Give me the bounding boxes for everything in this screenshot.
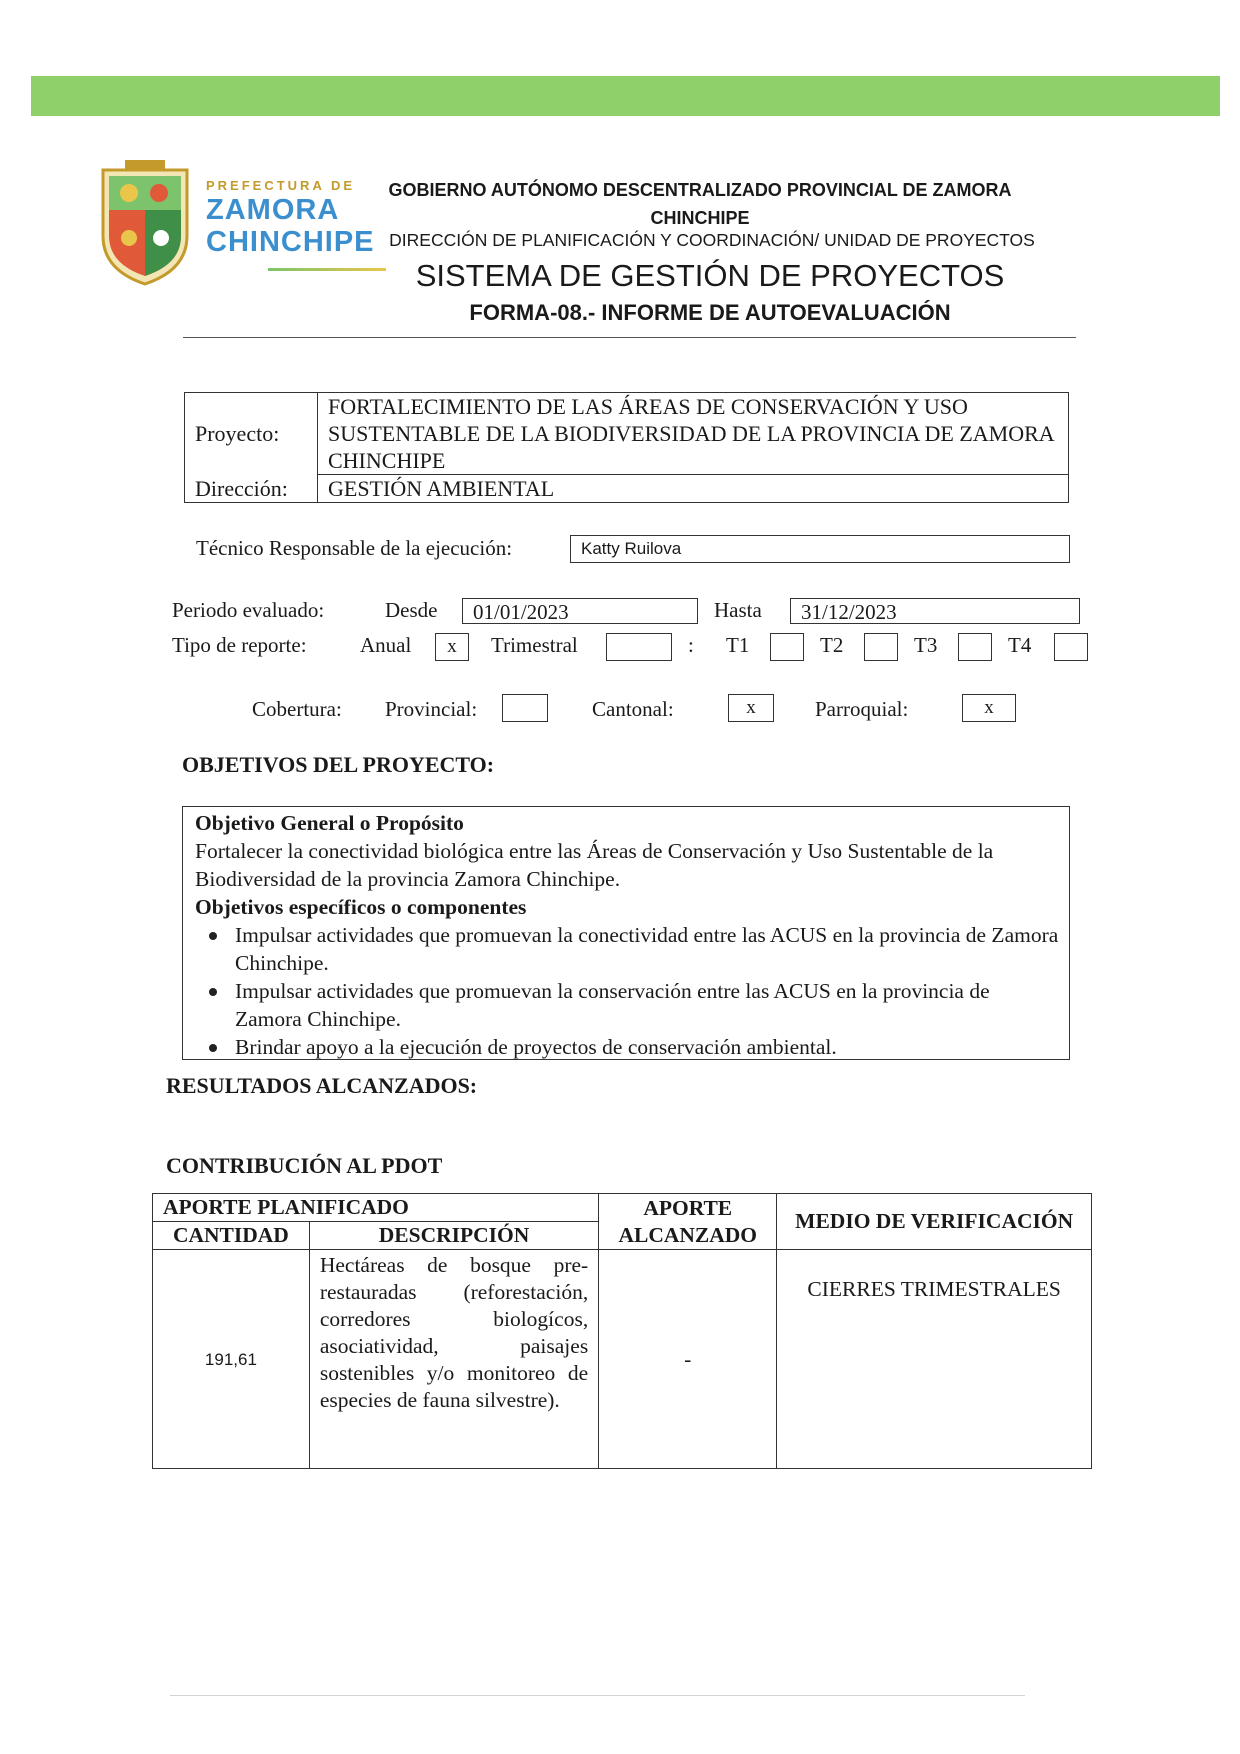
specific-objectives-title: Objetivos específicos o componentes bbox=[195, 895, 527, 919]
report-t2-label: T2 bbox=[820, 633, 844, 657]
report-t1-checkbox[interactable] bbox=[770, 633, 804, 661]
coverage-parroquial-label: Parroquial: bbox=[815, 697, 909, 721]
project-label: Proyecto: bbox=[185, 393, 318, 475]
coverage-cantonal-checkbox[interactable]: x bbox=[728, 694, 774, 722]
top-green-bar bbox=[31, 76, 1220, 116]
direction-subtitle: DIRECCIÓN DE PLANIFICACIÓN Y COORDINACIÓN/ UNIDAD DE PROYECTOS bbox=[389, 230, 1035, 250]
report-anual-label: Anual bbox=[360, 633, 412, 657]
verification-header: MEDIO DE VERIFICACIÓN bbox=[777, 1194, 1092, 1250]
general-objective-title: Objetivo General o Propósito bbox=[195, 811, 464, 835]
brand-underline bbox=[268, 268, 386, 271]
tech-label: Técnico Responsable de la ejecución: bbox=[196, 536, 513, 560]
direction-value: GESTIÓN AMBIENTAL bbox=[318, 475, 1069, 503]
objectives-title: OBJETIVOS DEL PROYECTO: bbox=[182, 752, 495, 777]
achieved-cell: - bbox=[599, 1250, 777, 1469]
period-from-field: 01/01/2023 bbox=[462, 598, 698, 624]
table-row bbox=[153, 1250, 1092, 1469]
report-t4-checkbox[interactable] bbox=[1054, 633, 1088, 661]
description-cell: Hectáreas de bosque pre-restauradas (reforestación, corredores biologícos, asociatividad, paisajes sostenibles y/o monitoreo de especies de fauna silvestre). bbox=[309, 1250, 598, 1469]
direction-label: Dirección: bbox=[185, 475, 318, 503]
footer-divider bbox=[170, 1695, 1025, 1696]
brand-line-2: CHINCHIPE bbox=[206, 226, 375, 258]
report-trimestral-label: Trimestral bbox=[491, 633, 578, 657]
report-t3-checkbox[interactable] bbox=[958, 633, 992, 661]
tech-field: Katty Ruilova bbox=[570, 535, 1070, 563]
report-t1-label: T1 bbox=[726, 633, 750, 657]
report-t3-label: T3 bbox=[914, 633, 938, 657]
report-type-label: Tipo de reporte: bbox=[172, 633, 307, 657]
period-from-label: Desde bbox=[385, 598, 438, 622]
quantity-header: CANTIDAD bbox=[153, 1222, 310, 1250]
verification-cell: CIERRES TRIMESTRALES bbox=[777, 1250, 1092, 1469]
report-t4-label: T4 bbox=[1008, 633, 1032, 657]
system-title: SISTEMA DE GESTIÓN DE PROYECTOS bbox=[415, 258, 1005, 293]
pdot-title: CONTRIBUCIÓN AL PDOT bbox=[166, 1153, 443, 1178]
report-t2-checkbox[interactable] bbox=[864, 633, 898, 661]
coverage-provincial-label: Provincial: bbox=[385, 697, 478, 721]
coverage-parroquial-checkbox[interactable]: x bbox=[962, 694, 1016, 722]
pdot-table bbox=[152, 1193, 1092, 1469]
results-title: RESULTADOS ALCANZADOS: bbox=[166, 1073, 478, 1098]
general-objective-text: Fortalecer la conectividad biológica entre las Áreas de Conservación y Uso Sustentable de la Biodiversidad de la provincia Zamora Chinchipe. bbox=[195, 839, 994, 891]
coat-of-arms-icon bbox=[95, 158, 195, 290]
brand-small-text: PREFECTURA DE bbox=[206, 178, 356, 193]
report-colon: : bbox=[688, 633, 694, 657]
planned-header: APORTE PLANIFICADO bbox=[153, 1194, 599, 1222]
specific-objectives-list bbox=[195, 921, 1059, 1061]
project-value: FORTALECIMIENTO DE LAS ÁREAS DE CONSERVACIÓN Y USO SUSTENTABLE DE LA BIODIVERSIDAD DE LA PROVINCIA DE ZAMORA CHINCHIPE bbox=[318, 393, 1069, 475]
report-anual-checkbox[interactable]: x bbox=[435, 633, 469, 661]
form-title: FORMA-08.- INFORME DE AUTOEVALUACIÓN bbox=[469, 300, 951, 325]
list-item: Impulsar actividades que promuevan la conservación entre las ACUS en la provincia de Zamora Chinchipe. bbox=[235, 977, 1059, 1033]
description-header: DESCRIPCIÓN bbox=[309, 1222, 598, 1250]
coverage-label: Cobertura: bbox=[252, 697, 342, 721]
objectives-box bbox=[182, 806, 1070, 1060]
header-divider bbox=[183, 337, 1076, 338]
project-table bbox=[184, 392, 1069, 503]
coverage-provincial-checkbox[interactable] bbox=[502, 694, 548, 722]
quantity-cell: 191,61 bbox=[153, 1250, 310, 1469]
brand-line-1: ZAMORA bbox=[206, 194, 340, 226]
achieved-header: APORTE ALCANZADO bbox=[599, 1194, 777, 1250]
report-trimestral-checkbox[interactable] bbox=[606, 633, 672, 661]
list-item: Brindar apoyo a la ejecución de proyectos de conservación ambiental. bbox=[235, 1033, 1059, 1061]
coverage-cantonal-label: Cantonal: bbox=[592, 697, 674, 721]
period-label: Periodo evaluado: bbox=[172, 598, 325, 622]
period-to-field: 31/12/2023 bbox=[790, 598, 1080, 624]
list-item: Impulsar actividades que promuevan la conectividad entre las ACUS en la provincia de Zamora Chinchipe. bbox=[235, 923, 1059, 975]
period-to-label: Hasta bbox=[714, 598, 762, 622]
government-title: GOBIERNO AUTÓNOMO DESCENTRALIZADO PROVINCIAL DE ZAMORA CHINCHIPE bbox=[388, 180, 1012, 228]
